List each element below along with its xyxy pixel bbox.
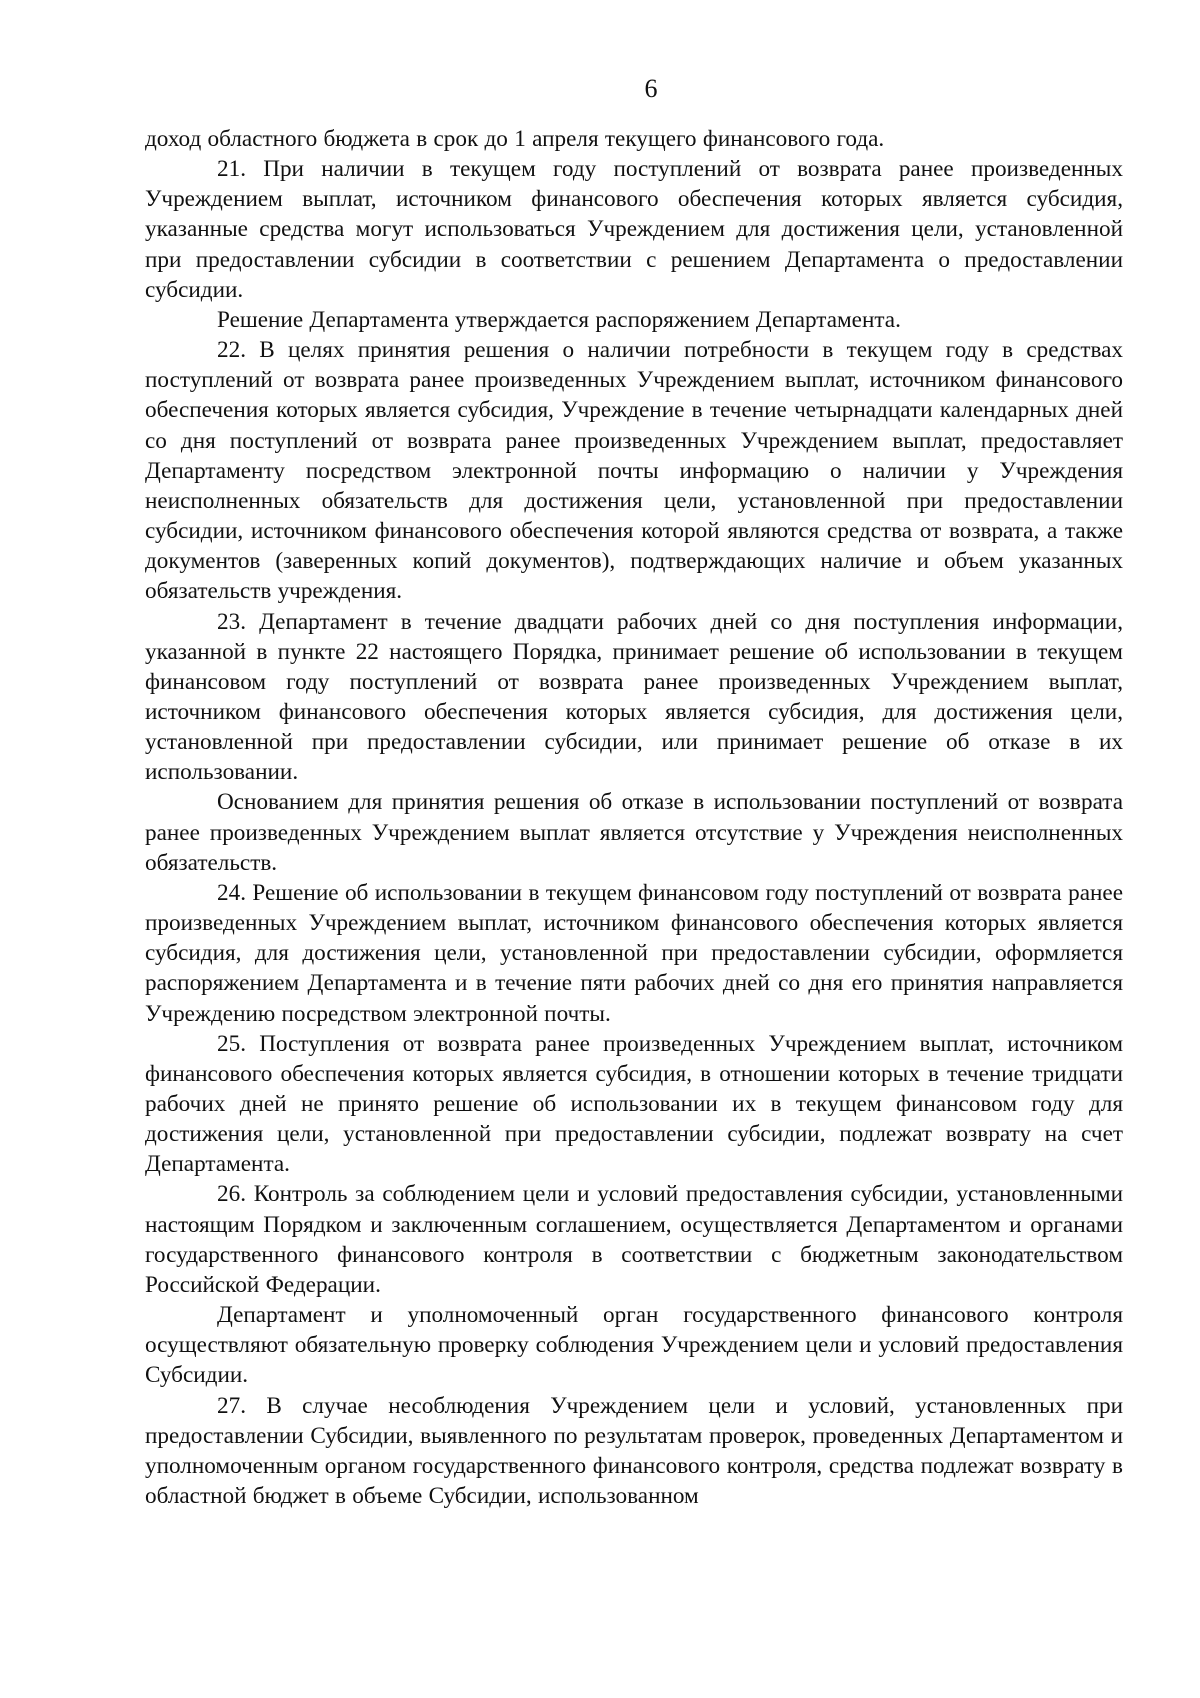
paragraph-continuation: доход областного бюджета в срок до 1 апреля текущего финансового года. (145, 126, 885, 152)
paragraph-26-inspection: Департамент и уполномоченный орган государственного финансового контроля осуществляют обязательную проверку соблюдения Учреждением цели и условий предоставления Субсидии. (145, 1302, 1123, 1389)
paragraph-27: 27. В случае несоблюдения Учреждением цели и условий, установленных при предоставлении Субсидии, выявленного по результатам проверок, проведенных Департаментом и уполномоченным органом государственного финансового контроля, средства подлежат возврату в областной бюджет в объеме Субсидии, использованном (145, 1392, 1123, 1510)
paragraph-24: 24. Решение об использовании в текущем финансовом году поступлений от возврата ранее произведенных Учреждением выплат, источником финансового обеспечения которых является субсидия, для достижения цели, установленной при предоставлении субсидии, оформляется распоряжением Департамента и в течение пяти рабочих дней со дня его принятия направляется Учреждению посредством электронной почты. (145, 879, 1123, 1027)
paragraph-23: 23. Департамент в течение двадцати рабочих дней со дня поступления информации, указанной в пункте 22 настоящего Порядка, принимает решение об использовании в текущем финансовом году поступлений от возврата ранее произведенных Учреждением выплат, источником финансового обеспечения которых является субсидия, для достижения цели, установленной при предоставлении субсидии, или принимает решение об отказе в их использовании. (145, 608, 1123, 786)
paragraph-25: 25. Поступления от возврата ранее произведенных Учреждением выплат, источником финансового обеспечения которых является субсидия, в отношении которых в течение тридцати рабочих дней не принято решение об использовании их в текущем финансовом году для достижения цели, установленной при предоставлении субсидии, подлежат возврату на счет Департамента. (145, 1030, 1123, 1178)
paragraph-21-decision: Решение Департамента утверждается распоряжением Департамента. (217, 306, 901, 333)
paragraph-21: 21. При наличии в текущем году поступлений от возврата ранее произведенных Учреждением выплат, источником финансового обеспечения которых является субсидия, указанные средства могут использоваться Учреждением для достижения цели, установленной при предоставлении субсидии в соответствии с решением Департамента о предоставлении субсидии. (145, 156, 1123, 303)
paragraph-26: 26. Контроль за соблюдением цели и условий предоставления субсидии, установленными настоящим Порядком и заключенным соглашением, осуществляется Департаментом и органами государственного финансового контроля в соответствии с бюджетным законодательством Российской Федерации. (145, 1181, 1123, 1298)
page-number: 6 (644, 74, 658, 103)
paragraph-23-refusal-grounds: Основанием для принятия решения об отказе в использовании поступлений от возврата ранее произведенных Учреждением выплат является отсутствие у Учреждения неисполненных обязательств. (145, 789, 1123, 876)
document-page (145, 74, 1123, 1511)
paragraph-22: 22. В целях принятия решения о наличии потребности в текущем году в средствах поступлений от возврата ранее произведенных Учреждением выплат, источником финансового обеспечения которых является субсидия, Учреждение в течение четырнадцати календарных дней со дня поступлений от возврата ранее произведенных Учреждением выплат, предоставляет Департаменту посредством электронной почты информацию о наличии у Учреждения неисполненных обязательств для достижения цели, установленной при предоставлении субсидии, источником финансового обеспечения которой являются средства от возврата, а также документов (заверенных копий документов), подтверждающих наличие и объем указанных обязательств учреждения. (145, 337, 1123, 605)
